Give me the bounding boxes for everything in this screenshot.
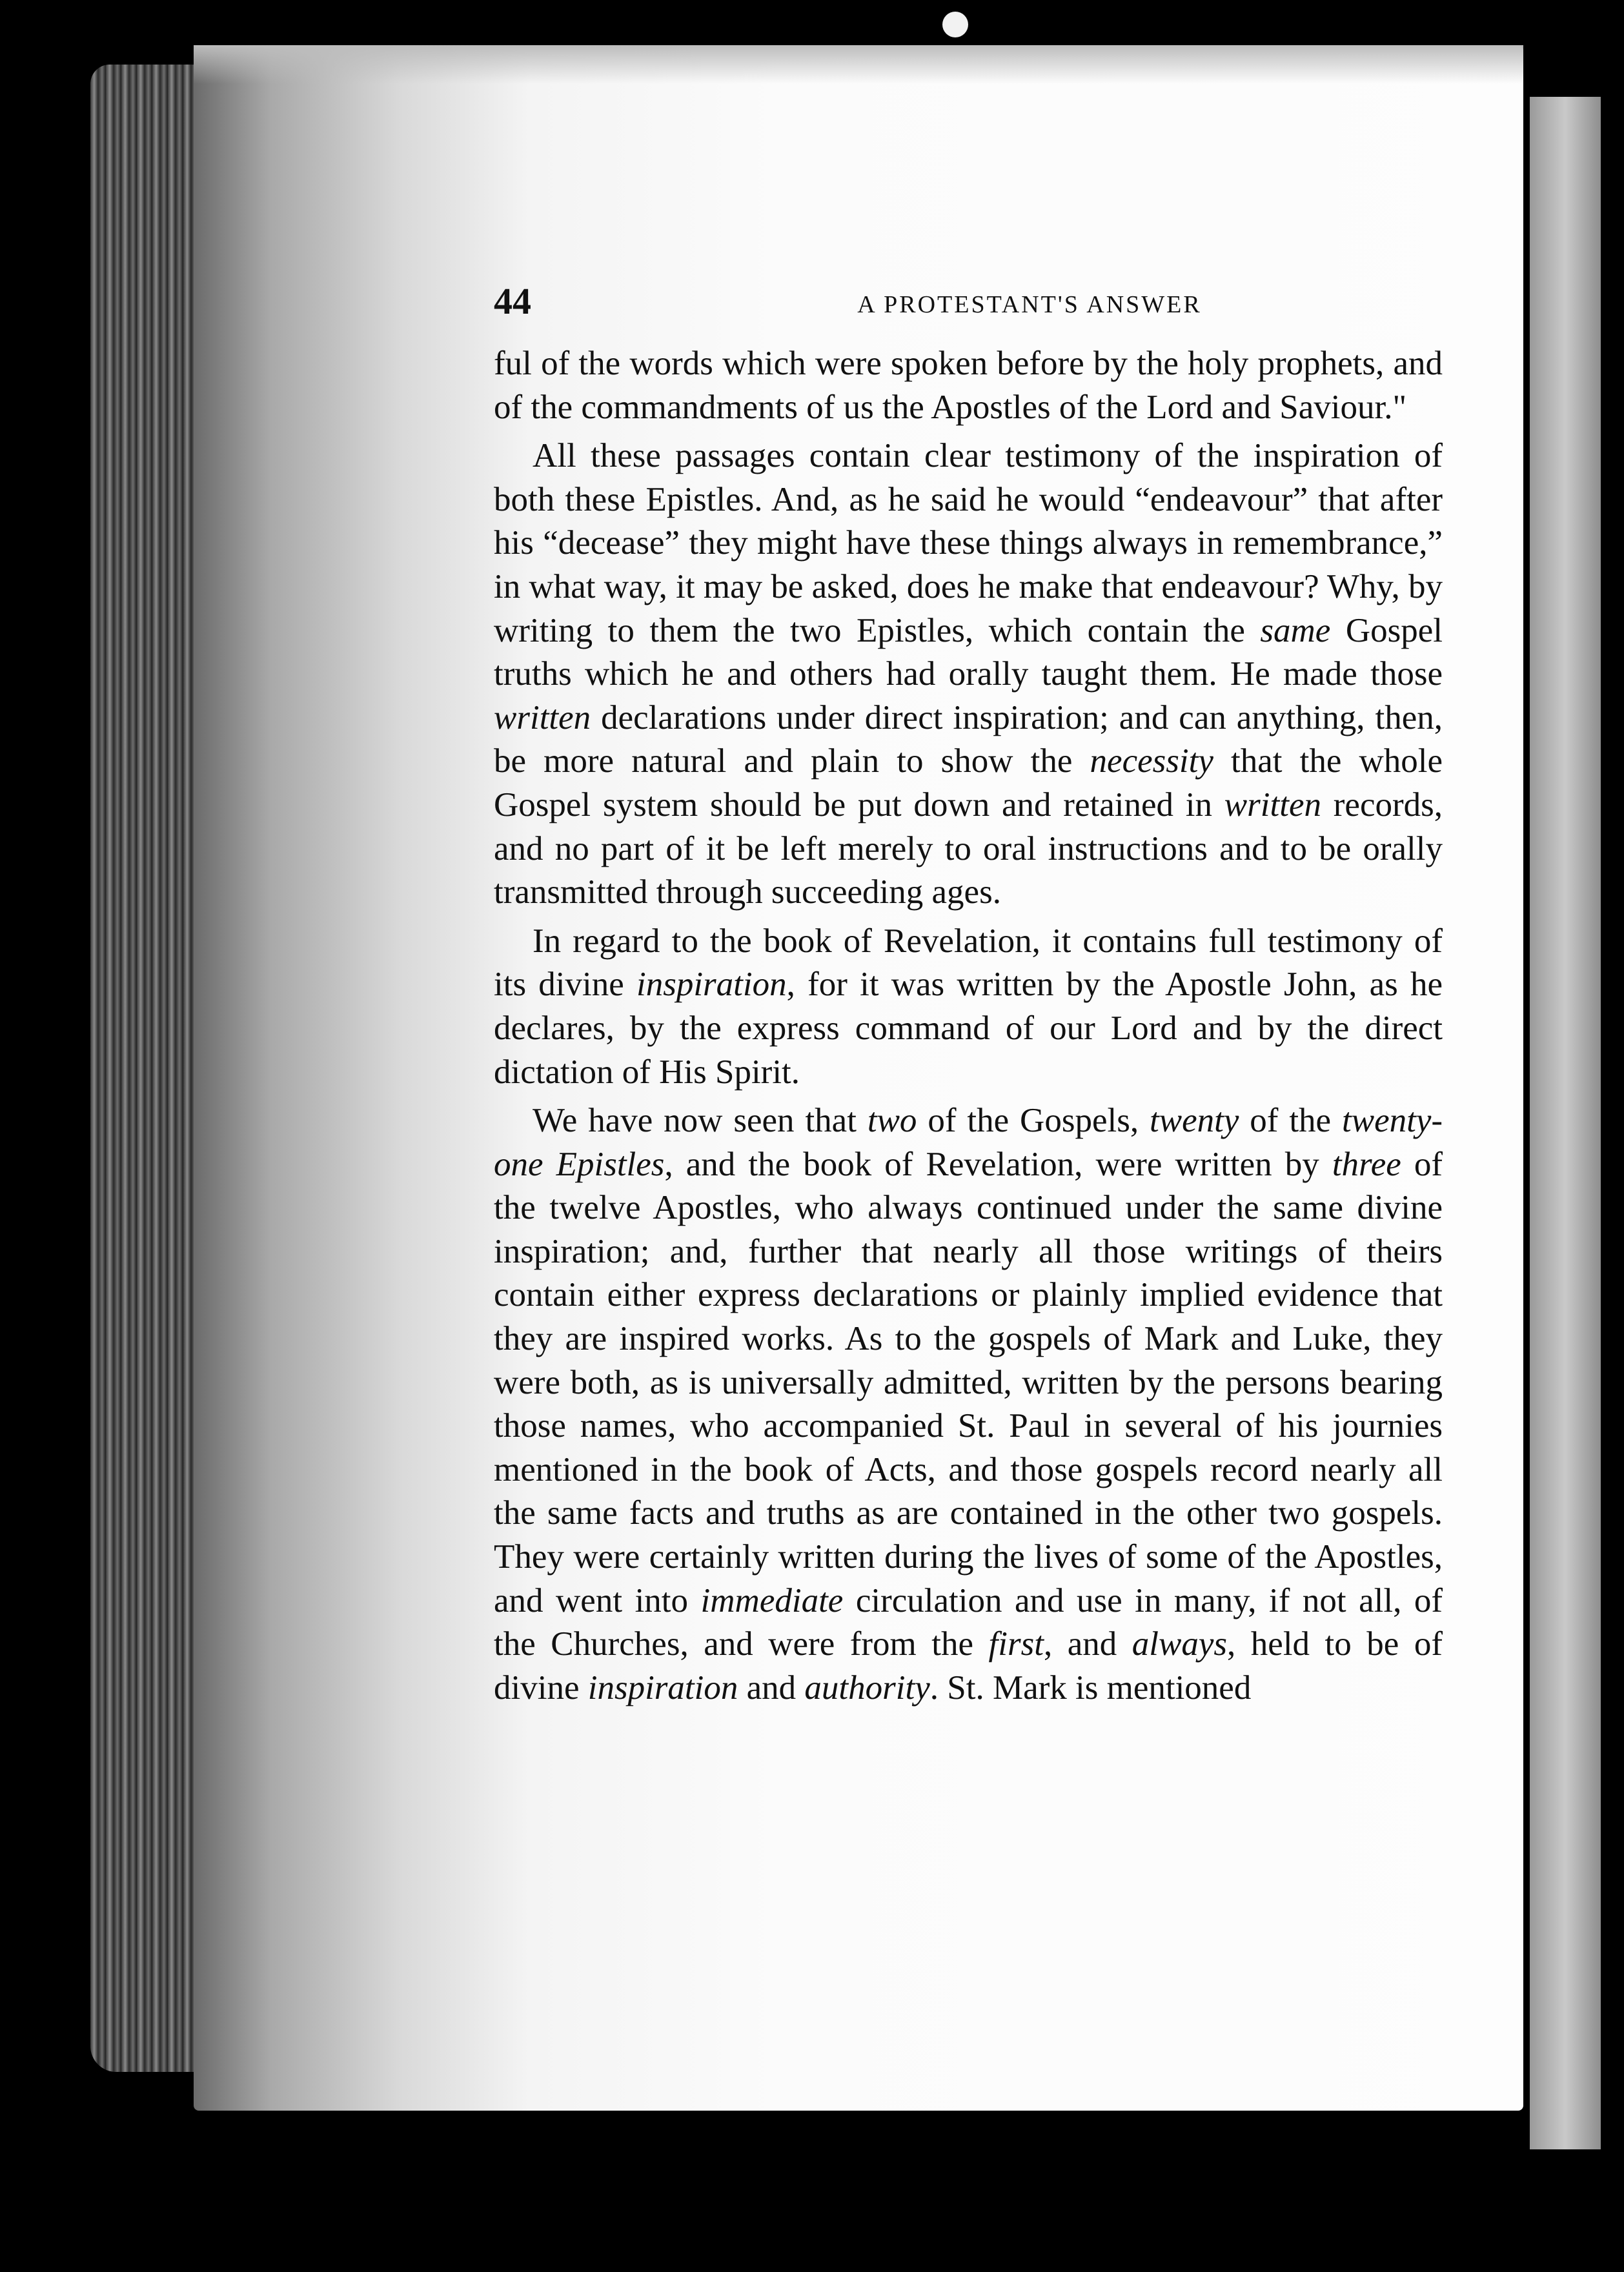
italic-text: twenty-one Epistles — [494, 1102, 1443, 1183]
text-run: We have now seen that — [533, 1102, 868, 1140]
italic-text: twenty — [1150, 1102, 1239, 1140]
text-run: All these passages contain clear testimony of the inspiration of both these Epistles. And, as he said he would “endeavour” that after his “decease” they might have these things always in remembrance,” in what way, it may be asked, does he make that endeavour? Why, by writing to them the two Epistles, which contain the — [494, 437, 1443, 649]
italic-text: written — [1224, 786, 1321, 824]
text-run: . St. Mark is mentioned — [929, 1669, 1252, 1707]
text-run: records, and no part of it be left merely to oral instructions and to be orally transmitted through succeeding ages. — [494, 786, 1443, 911]
scan-artifact-dot — [942, 12, 968, 37]
text-run: , held to be of divine — [494, 1625, 1443, 1707]
body-text — [494, 342, 1443, 1710]
facing-page-edge — [1530, 97, 1601, 2149]
text-run: , and the book of Revelation, were written by — [664, 1145, 1332, 1183]
text-run: of the twelve Apostles, who always continued under the same divine inspiration; and, further that nearly all those writings of theirs contain either express declarations or plainly implied evidence that they are inspired works. As to the gospels of Mark and Luke, they were both, as is universally admitted, written by the persons bearing those names, who accompanied St. Paul in several of his journies mentioned in the book of Acts, and those gospels record nearly all the same facts and truths as are contained in the other two gospels. They were certainly written during the lives of some of the Apostles, and went into — [494, 1145, 1443, 1619]
italic-text: two — [867, 1102, 917, 1140]
italic-text: three — [1332, 1145, 1401, 1183]
italic-text: same — [1260, 611, 1331, 649]
text-run: , and — [1043, 1625, 1132, 1663]
italic-text: immediate — [700, 1581, 844, 1619]
text-run: In regard to the book of Revelation, it contains full testimony of its divine — [494, 922, 1443, 1004]
text-run: circulation and use in many, if not all, of the Churches, and were from the — [494, 1581, 1443, 1663]
text-run: and — [738, 1669, 805, 1707]
italic-text: written — [494, 698, 591, 736]
italic-text: authority — [804, 1669, 930, 1707]
italic-text: necessity — [1090, 742, 1213, 780]
text-run: ful of the words which were spoken before by the holy prophets, and of the commandments of us the Apostles of the Lord and Saviour." — [494, 345, 1443, 426]
text-run: of the Gospels, — [917, 1102, 1150, 1140]
text-run: declarations under direct inspiration; and can anything, then, be more natural and plain to show the — [494, 698, 1443, 780]
paragraph — [494, 342, 1443, 429]
italic-text: inspiration — [636, 966, 787, 1004]
text-run: of the — [1239, 1102, 1342, 1140]
italic-text: always — [1132, 1625, 1228, 1663]
page-top-shadow — [194, 45, 1523, 84]
paragraph — [494, 434, 1443, 915]
text-run: that the whole Gospel system should be put down and retained in — [494, 742, 1443, 824]
page-header — [494, 279, 1443, 324]
text-run: , for it was written by the Apostle John, as he declares, by the express command of our Lord and by the direct dictation of His Spirit. — [494, 966, 1443, 1091]
page-number: 44 — [494, 280, 531, 322]
italic-text: inspiration — [587, 1669, 738, 1707]
italic-text: first — [988, 1625, 1044, 1663]
running-title: A PROTESTANT'S ANSWER — [857, 291, 1202, 318]
paragraph — [494, 1099, 1443, 1710]
paragraph — [494, 920, 1443, 1094]
text-run: Gospel truths which he and others had orally taught them. He made those — [494, 611, 1443, 693]
